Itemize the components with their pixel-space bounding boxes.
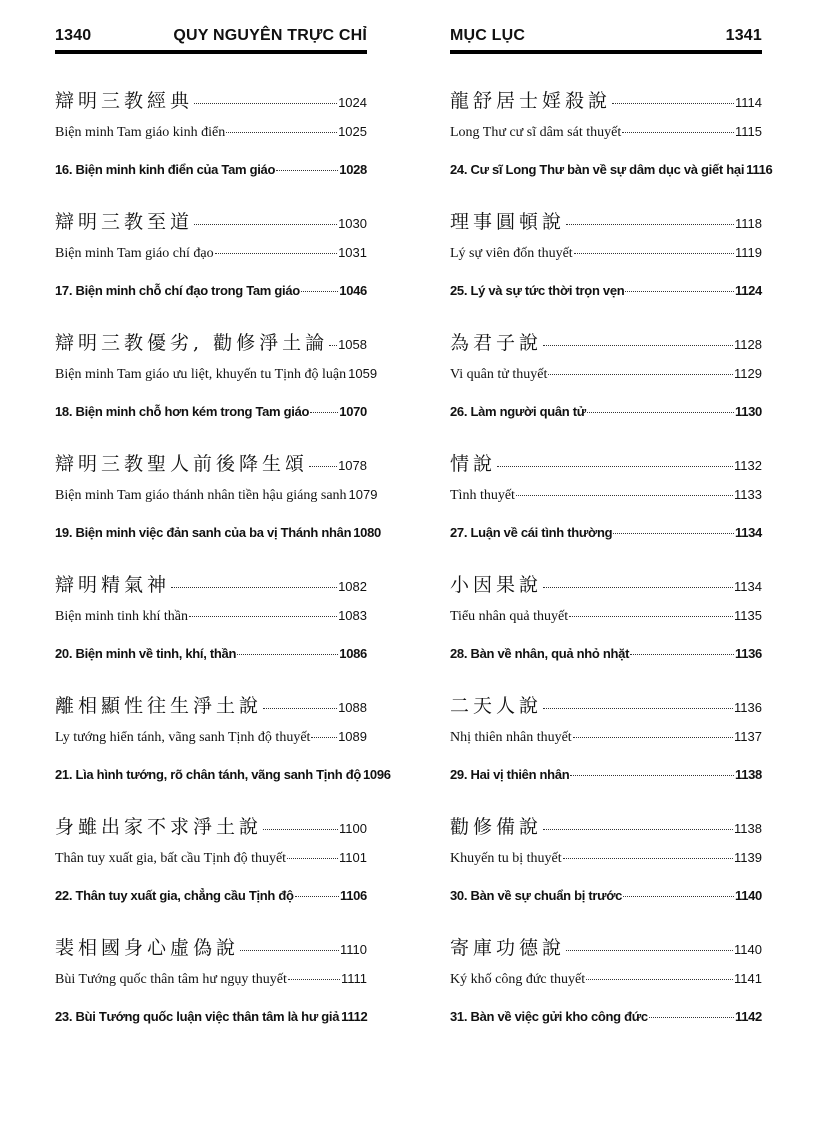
chapter-entry[interactable] <box>55 279 367 317</box>
entry-page-number: 1129 <box>734 366 762 381</box>
entry-page-number: 1025 <box>338 124 367 139</box>
dot-leader <box>586 979 733 980</box>
entry-page-number: 1083 <box>338 608 367 623</box>
toc-group <box>55 449 381 570</box>
dot-leader <box>329 345 337 346</box>
left-page-number: 1340 <box>55 27 92 44</box>
han-title-entry[interactable] <box>450 691 762 725</box>
entry-page-number: 1106 <box>339 888 367 903</box>
dot-leader <box>263 829 338 830</box>
chapter-entry[interactable] <box>450 763 762 801</box>
entry-title: 24. Cư sĩ Long Thư bàn về sự dâm dục và giết hại <box>450 162 745 177</box>
entry-page-number: 1140 <box>734 888 762 903</box>
entry-page-number: 1139 <box>734 850 762 865</box>
entry-title: Biện minh Tam giáo thánh nhân tiền hậu giáng sanh <box>55 488 347 503</box>
entry-page-number: 1115 <box>735 124 762 139</box>
entry-title: 辯明精氣神 <box>55 574 171 596</box>
left-page <box>55 0 391 1024</box>
dot-leader <box>566 224 734 225</box>
dot-leader <box>566 950 733 951</box>
dot-leader <box>587 412 734 413</box>
chapter-entry[interactable] <box>450 400 762 438</box>
entry-page-number: 1089 <box>338 729 367 744</box>
entry-page-number: 1059 <box>348 366 378 381</box>
entry-title: 21. Lìa hình tướng, rõ chân tánh, vãng sanh Tịnh độ <box>55 767 361 782</box>
dot-leader <box>276 170 338 171</box>
entry-page-number: 1110 <box>340 942 367 957</box>
left-header-rule <box>55 50 367 54</box>
right-running-title: MỤC LỤC <box>450 27 526 44</box>
chapter-entry[interactable] <box>55 1005 367 1043</box>
right-toc-list <box>450 86 773 1054</box>
dot-leader <box>194 224 337 225</box>
entry-title: Thân tuy xuất gia, bất cầu Tịnh độ thuyết <box>55 851 287 866</box>
entry-page-number: 1088 <box>338 700 367 715</box>
entry-title: Biện minh Tam giáo ưu liệt, khuyến tu Tịnh độ luận <box>55 367 347 382</box>
han-title-entry[interactable] <box>55 812 367 846</box>
entry-title: Tình thuyết <box>450 488 515 503</box>
toc-group <box>55 691 391 812</box>
entry-page-number: 1137 <box>734 729 762 744</box>
left-toc-list <box>55 86 391 1054</box>
right-page-header <box>450 0 762 46</box>
dot-leader <box>649 1017 734 1018</box>
right-page <box>450 0 773 1024</box>
dot-leader <box>543 345 733 346</box>
right-header-rule <box>450 50 762 54</box>
entry-title: Long Thư cư sĩ dâm sát thuyết <box>450 125 622 140</box>
dot-leader <box>630 654 734 655</box>
dot-leader <box>497 466 733 467</box>
entry-page-number: 1028 <box>339 162 367 177</box>
entry-title: Ký khố công đức thuyết <box>450 972 586 987</box>
dot-leader <box>301 291 338 292</box>
entry-page-number: 1096 <box>362 767 391 782</box>
toc-group <box>450 449 762 570</box>
left-running-title: QUY NGUYÊN TRỰC CHỈ <box>173 27 367 44</box>
entry-title: 31. Bàn về việc gửi kho công đức <box>450 1009 648 1024</box>
entry-title: 理事圓頓說 <box>450 211 566 233</box>
toc-group <box>450 691 762 812</box>
entry-page-number: 1101 <box>339 850 367 865</box>
entry-page-number: 1134 <box>734 579 762 594</box>
dot-leader <box>310 412 338 413</box>
han-title-entry[interactable] <box>450 328 762 362</box>
viet-title-entry[interactable] <box>55 604 367 642</box>
entry-title: 小因果說 <box>450 574 543 596</box>
toc-group <box>450 933 762 1054</box>
right-page-number: 1341 <box>725 27 762 44</box>
entry-title: 情說 <box>450 453 497 475</box>
entry-page-number: 1142 <box>734 1009 762 1024</box>
toc-group <box>55 86 367 207</box>
entry-title: Bùi Tướng quốc thân tâm hư ngụy thuyết <box>55 972 287 987</box>
chapter-entry[interactable] <box>55 521 381 559</box>
entry-page-number: 1140 <box>734 942 762 957</box>
entry-page-number: 1138 <box>734 821 762 836</box>
entry-page-number: 1134 <box>734 525 762 540</box>
entry-title: Nhị thiên nhân thuyết <box>450 730 572 745</box>
dot-leader <box>288 979 340 980</box>
han-title-entry[interactable] <box>55 207 367 241</box>
entry-page-number: 1058 <box>338 337 367 352</box>
entry-title: 23. Bùi Tướng quốc luận việc thân tâm là hư giả <box>55 1009 340 1024</box>
viet-title-entry[interactable] <box>55 725 367 763</box>
dot-leader <box>240 950 339 951</box>
dot-leader <box>189 616 337 617</box>
entry-title: 19. Biện minh việc đản sanh của ba vị Thánh nhân <box>55 525 352 540</box>
entry-page-number: 1112 <box>341 1009 368 1024</box>
dot-leader <box>309 466 337 467</box>
han-title-entry[interactable] <box>450 207 762 241</box>
dot-leader <box>287 858 338 859</box>
viet-title-entry[interactable] <box>450 241 762 279</box>
entry-title: 為君子說 <box>450 332 543 354</box>
dot-leader <box>543 829 733 830</box>
han-title-entry[interactable] <box>55 449 367 483</box>
dot-leader <box>625 291 734 292</box>
dot-leader <box>237 654 338 655</box>
toc-group <box>55 570 367 691</box>
viet-title-entry[interactable] <box>450 725 762 763</box>
dot-leader <box>171 587 337 588</box>
entry-title: Vi quân tử thuyết <box>450 367 548 382</box>
toc-group <box>55 328 378 449</box>
viet-title-entry[interactable] <box>55 967 367 1005</box>
dot-leader <box>548 374 733 375</box>
entry-title: 辯明三教聖人前後降生頌 <box>55 453 309 475</box>
entry-title: 22. Thân tuy xuất gia, chẳng cầu Tịnh độ <box>55 888 294 903</box>
entry-page-number: 1132 <box>734 458 762 473</box>
entry-page-number: 1030 <box>338 216 367 231</box>
han-title-entry[interactable] <box>450 570 762 604</box>
dot-leader <box>263 708 337 709</box>
chapter-entry[interactable] <box>55 884 367 922</box>
dot-leader <box>563 858 733 859</box>
viet-title-entry[interactable] <box>450 362 762 400</box>
entry-title: 裴相國身心虛偽說 <box>55 937 240 959</box>
entry-title: Biện minh tinh khí thần <box>55 609 188 624</box>
dot-leader <box>543 708 733 709</box>
entry-page-number: 1086 <box>339 646 367 661</box>
toc-group <box>450 207 762 328</box>
entry-title: Biện minh Tam giáo kinh điển <box>55 125 226 140</box>
entry-title: 20. Biện minh về tinh, khí, thần <box>55 646 237 661</box>
chapter-entry[interactable] <box>55 158 367 196</box>
entry-title: 勸修備說 <box>450 816 543 838</box>
dot-leader <box>295 896 339 897</box>
entry-page-number: 1119 <box>735 245 762 260</box>
entry-title: 29. Hai vị thiên nhân <box>450 767 570 782</box>
viet-title-entry[interactable] <box>450 604 762 642</box>
entry-page-number: 1133 <box>734 487 762 502</box>
entry-page-number: 1116 <box>746 162 773 177</box>
dot-leader <box>574 253 734 254</box>
entry-title: 寄庫功德說 <box>450 937 566 959</box>
chapter-entry[interactable] <box>55 400 367 438</box>
dot-leader <box>623 896 734 897</box>
entry-title: 辯明三教優劣, 勸修淨土論 <box>55 332 329 354</box>
entry-title: 辯明三教至道 <box>55 211 194 233</box>
dot-leader <box>612 103 734 104</box>
viet-title-entry[interactable] <box>55 362 378 400</box>
entry-title: 25. Lý và sự tức thời trọn vẹn <box>450 283 625 298</box>
chapter-entry[interactable] <box>450 1005 762 1043</box>
entry-title: 18. Biện minh chỗ hơn kém trong Tam giáo <box>55 404 310 419</box>
entry-title: 身雖出家不求淨土說 <box>55 816 263 838</box>
dot-leader <box>194 103 337 104</box>
entry-title: Khuyến tu bị thuyết <box>450 851 562 866</box>
dot-leader <box>569 616 733 617</box>
entry-title: 28. Bàn về nhân, quả nhỏ nhặt <box>450 646 630 661</box>
chapter-entry[interactable] <box>450 521 762 559</box>
entry-page-number: 1082 <box>338 579 367 594</box>
entry-page-number: 1080 <box>353 525 381 540</box>
han-title-entry[interactable] <box>55 933 367 967</box>
dot-leader <box>311 737 337 738</box>
viet-title-entry[interactable] <box>450 120 762 158</box>
entry-page-number: 1124 <box>734 283 762 298</box>
entry-page-number: 1031 <box>338 245 367 260</box>
entry-title: 26. Làm người quân tử <box>450 404 586 419</box>
entry-page-number: 1128 <box>734 337 762 352</box>
entry-page-number: 1130 <box>734 404 762 419</box>
toc-group <box>450 86 773 207</box>
dot-leader <box>543 587 733 588</box>
entry-page-number: 1078 <box>338 458 367 473</box>
chapter-entry[interactable] <box>450 158 773 196</box>
entry-page-number: 1138 <box>734 767 762 782</box>
toc-group <box>55 207 367 328</box>
entry-title: 27. Luận về cái tình thường <box>450 525 613 540</box>
han-title-entry[interactable] <box>55 86 367 120</box>
entry-title: Tiểu nhân quả thuyết <box>450 609 569 624</box>
dot-leader <box>622 132 734 133</box>
han-title-entry[interactable] <box>55 328 367 362</box>
entry-title: 二天人說 <box>450 695 543 717</box>
entry-title: 17. Biện minh chỗ chí đạo trong Tam giáo <box>55 283 300 298</box>
entry-title: Biện minh Tam giáo chí đạo <box>55 246 214 261</box>
han-title-entry[interactable] <box>55 691 367 725</box>
entry-page-number: 1141 <box>734 971 762 986</box>
chapter-entry[interactable] <box>450 884 762 922</box>
dot-leader <box>516 495 733 496</box>
viet-title-entry[interactable] <box>450 846 762 884</box>
entry-page-number: 1024 <box>338 95 367 110</box>
entry-page-number: 1118 <box>735 216 762 231</box>
entry-page-number: 1136 <box>734 646 762 661</box>
viet-title-entry[interactable] <box>55 846 367 884</box>
dot-leader <box>570 775 734 776</box>
dot-leader <box>573 737 733 738</box>
han-title-entry[interactable] <box>450 812 762 846</box>
dot-leader <box>226 132 337 133</box>
chapter-entry[interactable] <box>55 642 367 680</box>
han-title-entry[interactable] <box>450 86 762 120</box>
chapter-entry[interactable] <box>450 279 762 317</box>
viet-title-entry[interactable] <box>55 120 367 158</box>
entry-page-number: 1070 <box>339 404 367 419</box>
viet-title-entry[interactable] <box>450 967 762 1005</box>
left-page-header <box>55 0 367 46</box>
entry-title: Lý sự viên đốn thuyết <box>450 246 573 261</box>
entry-title: 離相顯性往生淨土說 <box>55 695 263 717</box>
entry-title: Ly tướng hiển tánh, vãng sanh Tịnh độ thuyết <box>55 730 311 745</box>
entry-title: 16. Biện minh kinh điển của Tam giáo <box>55 162 276 177</box>
entry-page-number: 1114 <box>735 95 762 110</box>
han-title-entry[interactable] <box>450 449 762 483</box>
entry-page-number: 1046 <box>339 283 367 298</box>
han-title-entry[interactable] <box>450 933 762 967</box>
toc-group <box>55 812 367 933</box>
toc-group <box>55 933 367 1054</box>
entry-page-number: 1135 <box>734 608 762 623</box>
entry-page-number: 1136 <box>734 700 762 715</box>
entry-page-number: 1100 <box>339 821 367 836</box>
toc-group <box>450 328 762 449</box>
entry-page-number: 1111 <box>340 971 367 986</box>
viet-title-entry[interactable] <box>450 483 762 521</box>
han-title-entry[interactable] <box>55 570 367 604</box>
dot-leader <box>613 533 734 534</box>
dot-leader <box>215 253 338 254</box>
chapter-entry[interactable] <box>55 763 391 801</box>
toc-group <box>450 570 762 691</box>
entry-title: 30. Bàn về sự chuẩn bị trước <box>450 888 623 903</box>
entry-title: 辯明三教經典 <box>55 90 194 112</box>
chapter-entry[interactable] <box>450 642 762 680</box>
viet-title-entry[interactable] <box>55 483 378 521</box>
entry-page-number: 1079 <box>348 487 378 502</box>
viet-title-entry[interactable] <box>55 241 367 279</box>
toc-group <box>450 812 762 933</box>
entry-title: 龍舒居士婬殺說 <box>450 90 612 112</box>
